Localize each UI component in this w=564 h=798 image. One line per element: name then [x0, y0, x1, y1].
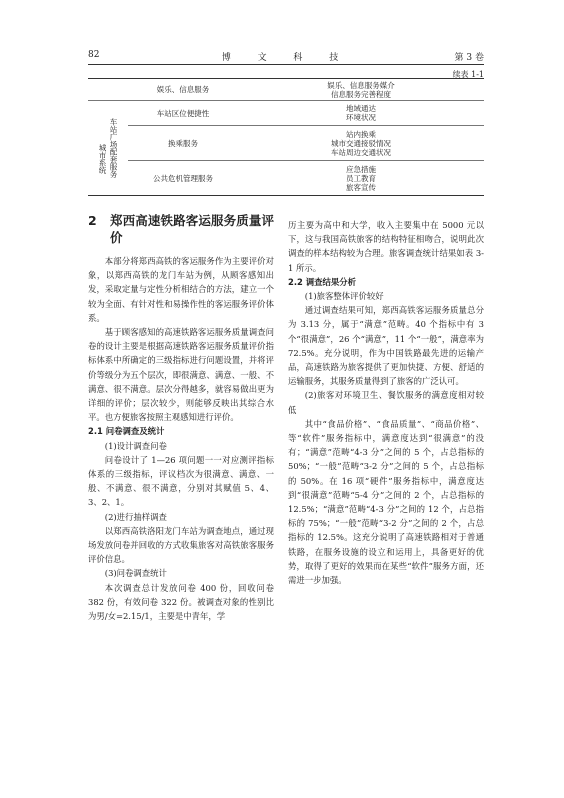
item-cell: 城市交通接驳情况 — [331, 138, 391, 148]
page-number: 82 — [88, 50, 100, 60]
subsection-heading: 2.1 问卷调查及统计 — [88, 426, 165, 437]
item-cell: 环境状况 — [346, 113, 376, 122]
paragraph: 问卷设计了 1—26 项问题一一对应测评指标体系的三级指标，评议档次为很满意、满意、一般、不满意、很不满意，分别对其赋值 5、4、3、2、1。 — [88, 454, 274, 508]
item-cell: 娱乐、信息服务媒介 — [327, 80, 395, 90]
section-number: 2 — [88, 213, 97, 228]
paragraph: 历主要为高中和大学，收入主要集中在 5000 元以下，这与我国高铁旅客的结构特征相吻合，说明此次调查的样本结构较为合理。旅客调查统计结果如表 3-1 所示。 — [288, 220, 484, 273]
paragraph: 其中“食品价格”、“食品质量”、“商品价格”、等“软件”服务指标中，满意度达到“很满意”的没有；“满意”范畴“4-3 分”之间的 5 个，占总指标的 50%；“一般”范畴“3-2 分”之间的 5 个，占总指标的 50%。在 16 项“硬件”服务指标中，满意度达到“很满意”范畴“5-4 分”之间的 2 个，占总指标的 12.5%；“满意”范畴“4-3 分”之间的 12 个，占总指标的 75%；“一般”范畴“3-2 分”之间的 2 个，占总指标的 12.5%。这充分说明了高速铁路相对于普通铁路，在服务设施的设立和运用上，具备更好的优势，取得了更好的效果而在某些“软件”服务方面，还需进一步加强。 — [288, 418, 484, 586]
step-heading: (2)进行抽样调查 — [104, 511, 167, 522]
item-cell: 信息服务完善程度 — [331, 89, 391, 99]
step-heading: (1)设计调查问卷 — [104, 440, 167, 451]
section-heading — [88, 212, 274, 246]
service-cell: 换乘服务 — [128, 126, 238, 161]
group-label-cell — [88, 101, 128, 196]
left-column — [88, 212, 274, 623]
item-cell: 应急措施 — [346, 164, 376, 174]
item-cell: 站内换乘 — [346, 129, 376, 139]
section-title: 郑西高速铁路客运服务质量评价 — [110, 213, 274, 245]
volume-label: 第 3 卷 — [454, 53, 484, 63]
group-label-a: 车站广场配套服务 — [109, 118, 118, 178]
step-heading: (3)问卷调查统计 — [104, 568, 167, 579]
service-cell: 娱乐、信息服务 — [128, 79, 238, 101]
running-header — [88, 50, 484, 65]
item-cell: 车站周边交通状况 — [331, 147, 391, 157]
right-column — [288, 218, 484, 587]
paragraph: 基于顾客感知的高速铁路客运服务质量调查问卷的设计主要是根据高速铁路客运服务质量评价指标体系中所确定的三级指标进行问题设置，并将评价等级分为五个层次，即很满意、满意、一般、不满意、很不满意。层次分得越多，就容易做出更为详细的评价；层次较少，则能够反映出其综合水平。也方便旅客按照主观感知进行评价。 — [88, 327, 274, 423]
table-caption: 续表 1-1 — [452, 70, 484, 79]
item-cell: 旅客宣传 — [346, 182, 376, 192]
paragraph: 以郑西高铁洛阳龙门车站为调查地点，通过现场发放问卷并回收的方式收集旅客对高铁旅客服务评价信息。 — [88, 525, 274, 565]
step-heading: (1)旅客整体评价较好 — [304, 291, 384, 302]
table-row — [88, 79, 484, 101]
service-cell: 公共危机管理服务 — [128, 161, 238, 196]
subsection-heading: 2.2 调查结果分析 — [288, 276, 357, 287]
step-heading: (2)旅客对环境卫生、餐饮服务的满意度相对较低 — [288, 390, 484, 415]
paragraph: 通过调查结果可知，郑西高铁客运服务质量总分为 3.13 分，属于“满意”范畴。40 个指标中有 3 个“很满意”，26 个“满意”，11 个“一般”，满意率为 72.5%。充分说明，作为中国铁路最先进的运输产品，高速铁路为旅客提供了更加快捷、方便、舒适的运输服务，其服务质量得到了旅客的广泛认可。 — [288, 305, 484, 387]
table-row — [88, 161, 484, 196]
group-label-b: 城市系统 — [98, 144, 107, 174]
item-cell: 员工教育 — [346, 173, 376, 183]
item-cell: 地域通达 — [346, 104, 376, 113]
journal-name: 博 文 科 技 — [221, 53, 351, 63]
paragraph: 本部分将郑西高铁的客运服务作为主要评价对象，以郑西高铁的龙门车站为例，从顾客感知出发，采取定量与定性分析相结合的方法，建立一个较为全面、有针对性和易操作性的客运服务评价体系。 — [88, 256, 274, 323]
service-cell: 车站区位便捷性 — [128, 101, 238, 126]
paragraph: 本次调查总计发放问卷 400 份，回收问卷 382 份，有效问卷 322 份。被调查对象的性别比为男/女=2.15/1，主要是中青年，学 — [88, 582, 274, 622]
table-row — [88, 101, 484, 126]
table-row — [88, 126, 484, 161]
continued-table — [88, 78, 484, 196]
